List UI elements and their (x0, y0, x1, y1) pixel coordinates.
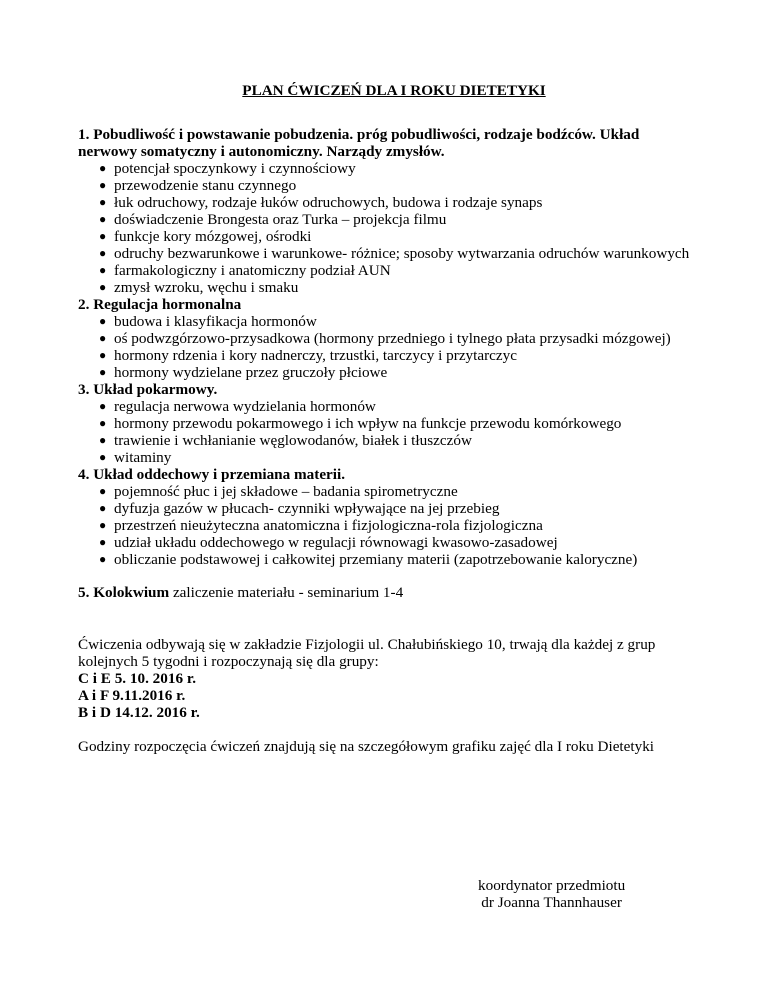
bullet-icon: ● (99, 552, 107, 566)
bullet-icon: ● (99, 416, 107, 430)
coordinator-signature (478, 877, 625, 911)
list-item: ● łuk odruchowy, rodzaje łuków odruchowych, budowa i rodzaje synaps (99, 194, 543, 211)
list-item: ● potencjał spoczynkowy i czynnościowy (99, 160, 356, 177)
schedule-info: Ćwiczenia odbywają się w zakładzie Fizjologii ul. Chałubińskiego 10, trwają dla każdej z grup kolejnych 5 tygodni i rozpoczynają się dla grupy: (78, 636, 656, 670)
list-item: ● funkcje kory mózgowej, ośrodki (99, 228, 312, 245)
list-item: ● witaminy (99, 449, 172, 466)
bullet-icon: ● (99, 484, 107, 498)
list-item: ● doświadczenie Brongesta oraz Turka – projekcja filmu (99, 211, 447, 228)
list-item: ● przestrzeń nieużyteczna anatomiczna i fizjologiczna-rola fizjologiczna (99, 517, 543, 534)
list-item: ● hormony rdzenia i kory nadnerczy, trzustki, tarczycy i przytarczyc (99, 347, 517, 364)
section-heading: 2. Regulacja hormonalna (78, 296, 242, 313)
bullet-icon: ● (99, 331, 107, 345)
kolokwium-line (78, 584, 698, 601)
list-item: ● hormony przewodu pokarmowego i ich wpływ na funkcje przewodu komórkowego (99, 415, 622, 432)
bullet-list (78, 160, 698, 296)
section-heading: 3. Układ pokarmowy. (78, 381, 218, 398)
bullet-icon: ● (99, 229, 107, 243)
list-item: ● pojemność płuc i jej składowe – badania spirometryczne (99, 483, 458, 500)
bullet-icon: ● (99, 535, 107, 549)
list-item: ● oś podwzgórzowo-przysadkowa (hormony przedniego i tylnego płata przysadki mózgowej) (99, 330, 671, 347)
list-item: ● przewodzenie stanu czynnego (99, 177, 297, 194)
kolokwium-label: 5. Kolokwium (78, 584, 170, 601)
list-item: ● regulacja nerwowa wydzielania hormonów (99, 398, 376, 415)
section-3 (78, 381, 698, 466)
bullet-icon: ● (99, 178, 107, 192)
list-item: ● odruchy bezwarunkowe i warunkowe- różnice; sposoby wytwarzania odruchów warunkowych (99, 245, 690, 262)
kolokwium-text: zaliczenie materiału - seminarium 1-4 (169, 584, 404, 601)
bullet-icon: ● (99, 314, 107, 328)
list-item: ● farmakologiczny i anatomiczny podział AUN (99, 262, 391, 279)
group-date: B i D 14.12. 2016 r. (78, 704, 200, 721)
document-page (78, 82, 698, 755)
group-dates (78, 670, 698, 721)
hours-note: Godziny rozpoczęcia ćwiczeń znajdują się na szczegółowym grafiku zajęć dla I roku Dietetyki (78, 738, 655, 755)
list-item: ● udział układu oddechowego w regulacji równowagi kwasowo-zasadowej (99, 534, 558, 551)
bullet-icon: ● (99, 365, 107, 379)
coordinator-role: koordynator przedmiotu (478, 877, 626, 894)
bullet-icon: ● (99, 246, 107, 260)
list-item: ● dyfuzja gazów w płucach- czynniki wpływające na jej przebieg (99, 500, 500, 517)
group-date: C i E 5. 10. 2016 r. (78, 670, 196, 687)
bullet-icon: ● (99, 433, 107, 447)
list-item: ● trawienie i wchłanianie węglowodanów, białek i tłuszczów (99, 432, 472, 449)
list-item: ● budowa i klasyfikacja hormonów (99, 313, 317, 330)
coordinator-name: dr Joanna Thannhauser (481, 894, 622, 911)
group-date: A i F 9.11.2016 r. (78, 687, 186, 704)
bullet-icon: ● (99, 195, 107, 209)
section-heading: 4. Układ oddechowy i przemiana materii. (78, 466, 346, 483)
bullet-list (78, 313, 698, 381)
bullet-icon: ● (99, 161, 107, 175)
section-1 (78, 126, 698, 296)
bullet-list (78, 483, 698, 568)
bullet-list (78, 398, 698, 466)
list-item: ● obliczanie podstawowej i całkowitej przemiany materii (zapotrzebowanie kaloryczne) (99, 551, 638, 568)
section-heading: 1. Pobudliwość i powstawanie pobudzenia. próg pobudliwości, rodzaje bodźców. Układ nerwowy somatyczny i autonomiczny. Narządy zmysłów. (78, 126, 640, 160)
document-title: PLAN ĆWICZEŃ DLA I ROKU DIETETYKI (242, 82, 546, 99)
bullet-icon: ● (99, 450, 107, 464)
bullet-icon: ● (99, 518, 107, 532)
bullet-icon: ● (99, 348, 107, 362)
bullet-icon: ● (99, 263, 107, 277)
section-2 (78, 296, 698, 381)
bullet-icon: ● (99, 212, 107, 226)
section-4 (78, 466, 698, 568)
list-item: ● zmysł wzroku, węchu i smaku (99, 279, 299, 296)
list-item: ● hormony wydzielane przez gruczoły płciowe (99, 364, 388, 381)
bullet-icon: ● (99, 280, 107, 294)
bullet-icon: ● (99, 399, 107, 413)
bullet-icon: ● (99, 501, 107, 515)
